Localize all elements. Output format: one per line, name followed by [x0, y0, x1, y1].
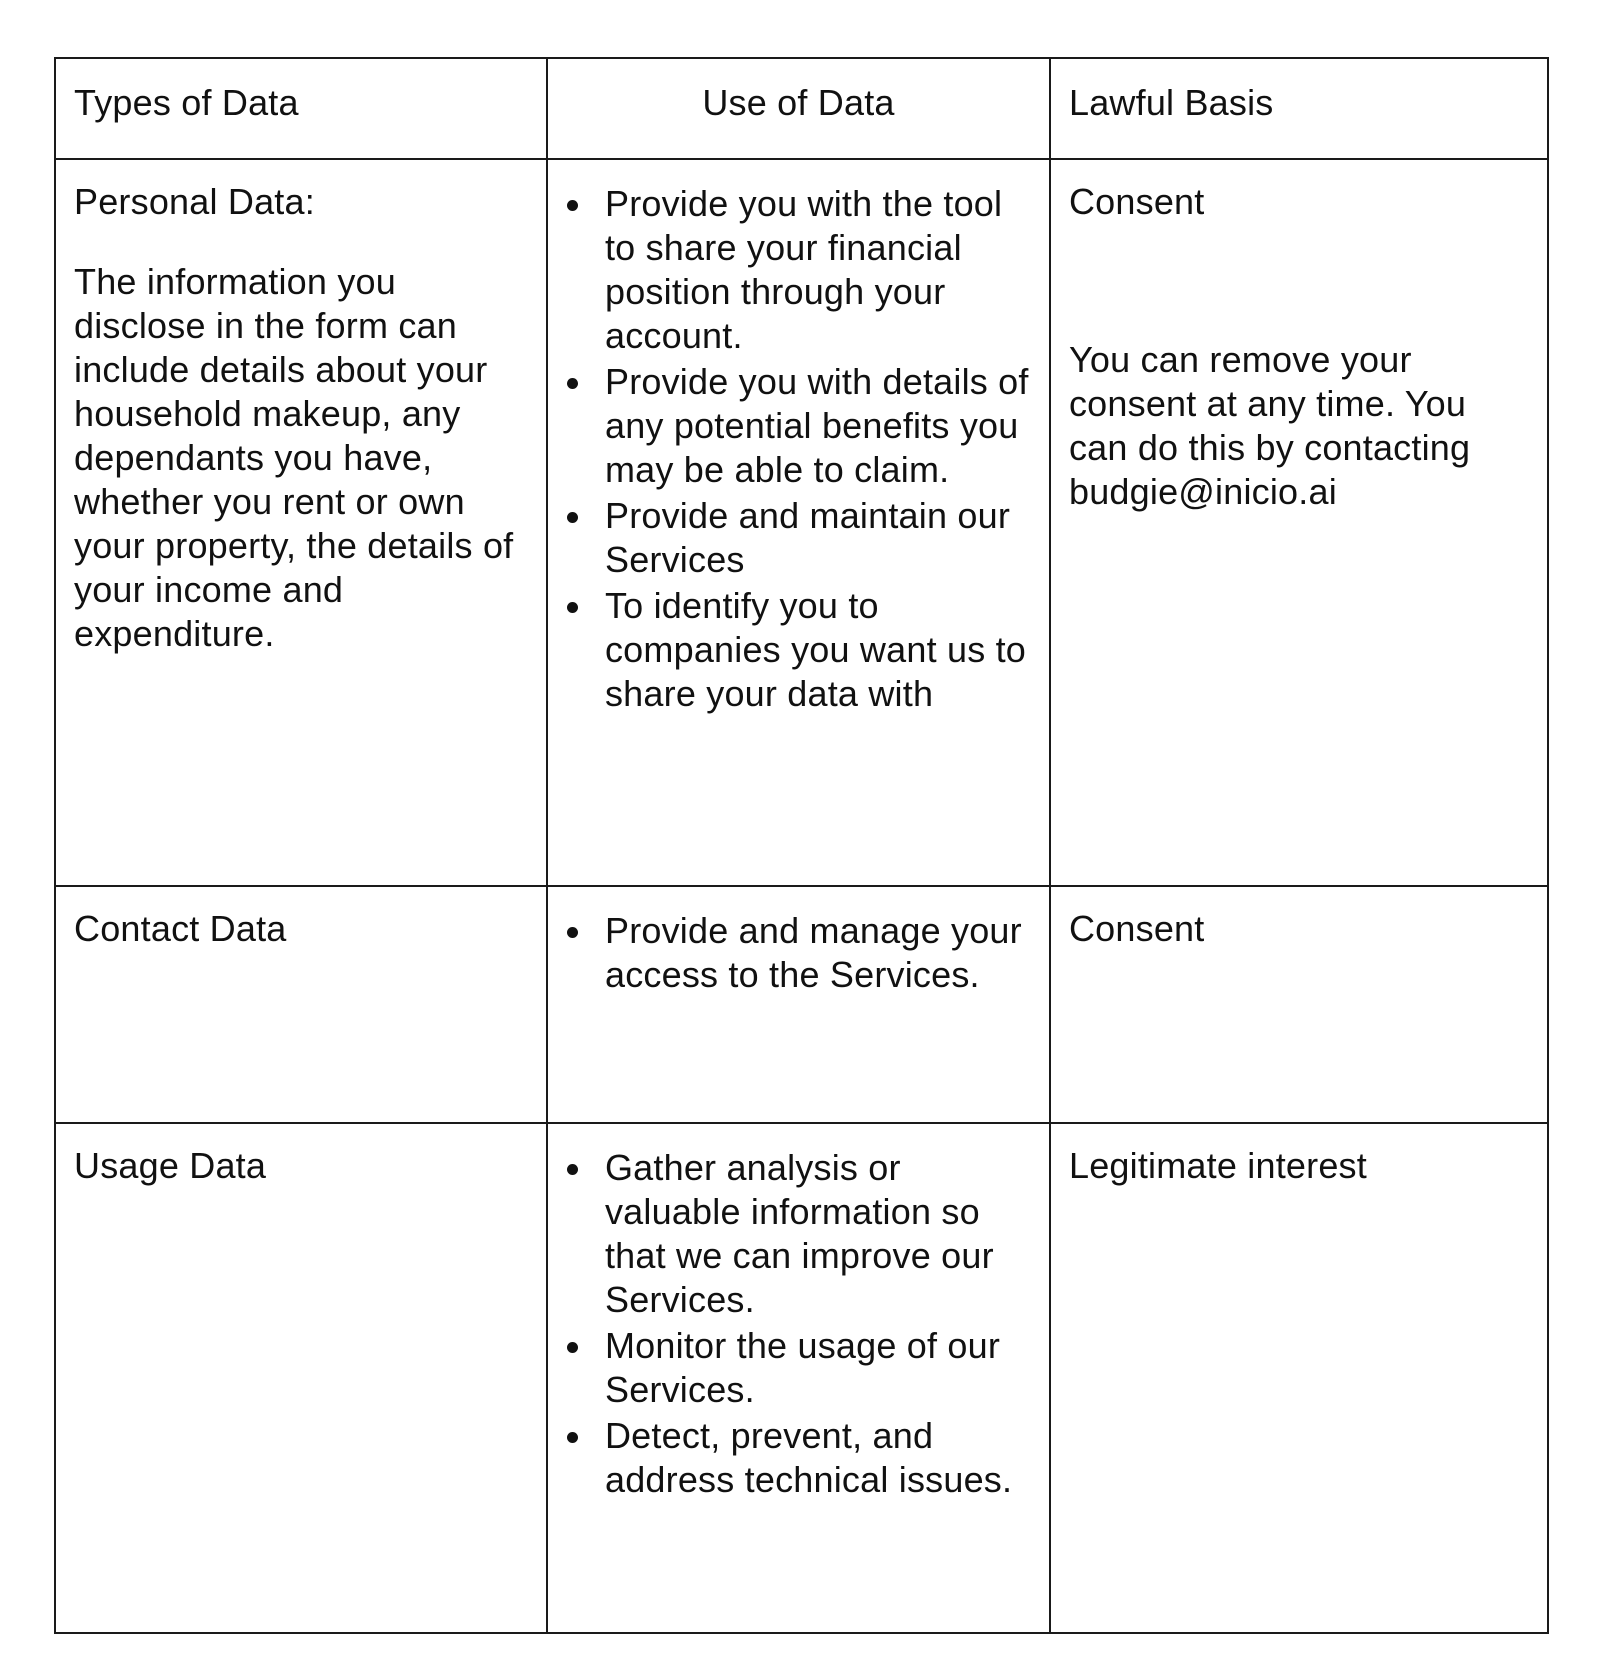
basis-note: You can remove your consent at any time. You can do this by contacting budgie@inicio.ai — [1068, 339, 1471, 512]
header-use-label: Use of Data — [702, 82, 895, 123]
basis-label: Consent — [1068, 181, 1205, 222]
header-types-label: Types of Data — [74, 82, 299, 123]
use-list-item: Provide you with the tool to share your financial position through your account. — [605, 182, 1039, 358]
header-cell-types — [55, 58, 547, 159]
use-cell — [547, 159, 1050, 886]
use-list-item: Monitor the usage of our Services. — [605, 1324, 1039, 1412]
use-cell — [547, 1123, 1050, 1633]
basis-label: Consent — [1068, 908, 1205, 949]
use-list-item: Provide and maintain our Services — [605, 494, 1039, 582]
use-list — [548, 1124, 1049, 1502]
basis-cell — [1050, 1123, 1548, 1633]
data-processing-table — [54, 57, 1549, 1634]
use-list-item: To identify you to companies you want us to share your data with — [605, 584, 1039, 716]
header-basis-label: Lawful Basis — [1068, 82, 1274, 123]
basis-label: Legitimate interest — [1068, 1145, 1367, 1186]
type-title: Usage Data — [74, 1145, 267, 1186]
use-cell — [547, 886, 1050, 1123]
table-header-row — [55, 58, 1548, 159]
header-cell-basis — [1050, 58, 1548, 159]
use-list-item: Provide you with details of any potential benefits you may be able to claim. — [605, 360, 1039, 492]
basis-cell — [1050, 886, 1548, 1123]
use-list-item: Detect, prevent, and address technical issues. — [605, 1414, 1039, 1502]
use-list-item: Gather analysis or valuable information so that we can improve our Services. — [605, 1146, 1039, 1322]
table-row-contact-data — [55, 886, 1548, 1123]
type-description: The information you disclose in the form can include details about your household makeup, any dependants you have, whether you rent or own your property, the details of your income and expenditure. — [74, 261, 514, 654]
type-cell — [55, 159, 547, 886]
type-title: Personal Data: — [74, 181, 315, 222]
use-list-item: Provide and manage your access to the Services. — [605, 909, 1039, 997]
type-cell — [55, 1123, 547, 1633]
table-row-usage-data — [55, 1123, 1548, 1633]
basis-cell — [1050, 159, 1548, 886]
header-cell-use — [547, 58, 1050, 159]
type-cell — [55, 886, 547, 1123]
table-row-personal-data — [55, 159, 1548, 886]
use-list — [548, 887, 1049, 997]
type-title: Contact Data — [74, 908, 287, 949]
use-list — [548, 160, 1049, 716]
